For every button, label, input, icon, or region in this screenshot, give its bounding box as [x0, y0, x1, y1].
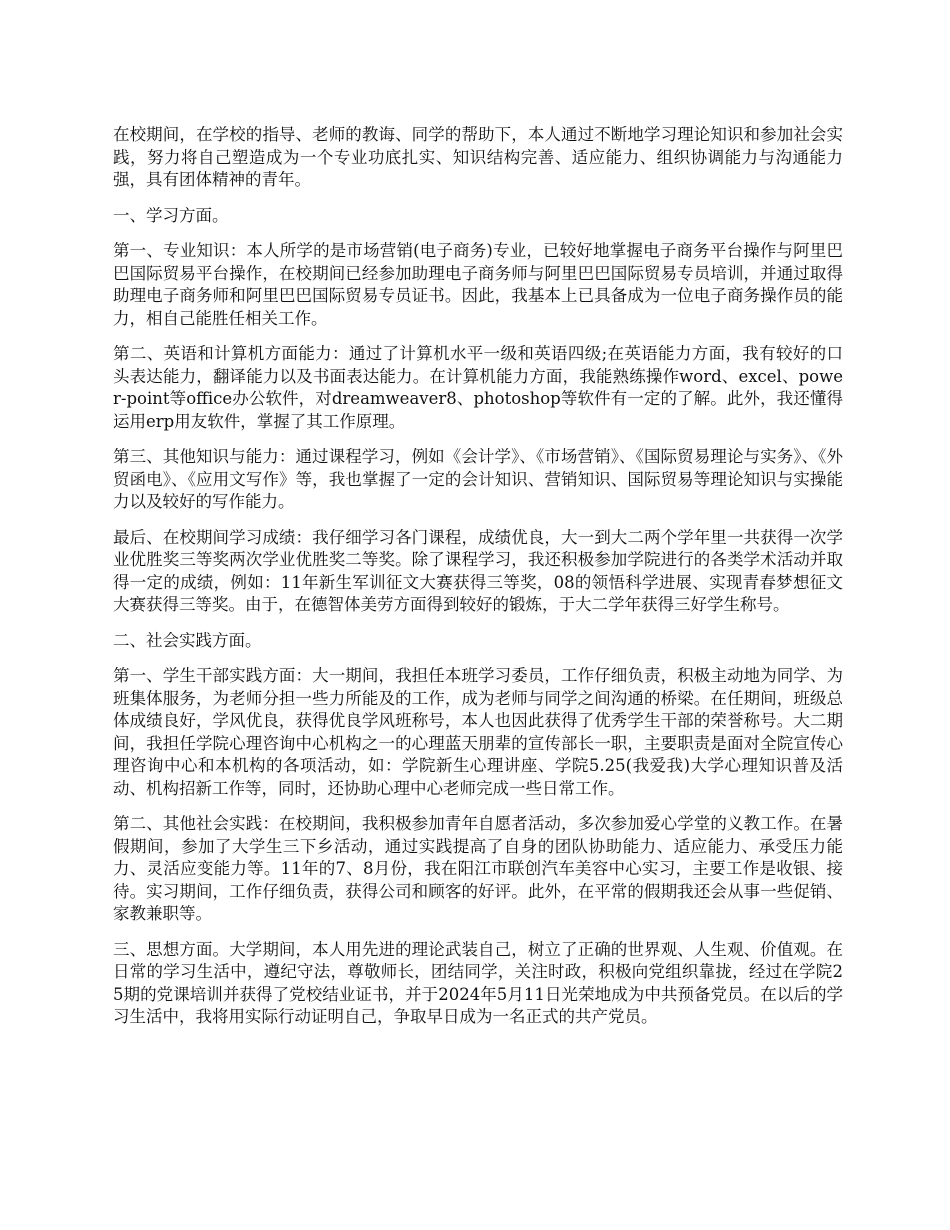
- section-heading-practice: 二、社会实践方面。: [113, 630, 262, 650]
- other-knowledge-paragraph: 第三、其他知识与能力：通过课程学习，例如《会计学》、《市场营销》、《国际贸易理论与实务》、《外贸函电》、《应用文写作》等，我也掌握了一定的会计知识、营销知识、国际贸易等理论知识与实操能力以及较好的写作能力。: [113, 447, 843, 511]
- document-body: [113, 124, 843, 1042]
- social-practice-paragraph: 第二、其他社会实践：在校期间，我积极参加青年自愿者活动，多次参加爱心学堂的义教工作。在暑假期间，参加了大学生三下乡活动，通过实践提高了自身的团队协助能力、适应能力、承受压力能力、灵活应变能力等。11年的7、8月份，我在阳江市联创汽车美容中心实习，主要工作是收银、接待。实习期间，工作仔细负责，获得公司和顾客的好评。此外，在平常的假期我还会从事一些促销、家教兼职等。: [113, 814, 843, 923]
- section-heading-study: 一、学习方面。: [113, 205, 229, 225]
- ideology-paragraph: 三、思想方面。大学期间，本人用先进的理论武装自己，树立了正确的世界观、人生观、价值观。在日常的学习生活中，遵纪守法，尊敬师长，团结同学，关注时政，积极向党组织靠拢，经过在学院25期的党课培训并获得了党校结业证书，并于2024年5月11日光荣地成为中共预备党员。在以后的学习生活中，我将用实际行动证明自己，争取早日成为一名正式的共产党员。: [113, 939, 843, 1026]
- english-computer-paragraph: 第二、英语和计算机方面能力：通过了计算机水平一级和英语四级;在英语能力方面，我有较好的口头表达能力，翻译能力以及书面表达能力。在计算机能力方面，我能熟练操作word、excel、power-point等office办公软件，对dreamweaver8、photoshop等软件有一定的了解。此外，我还懂得运用erp用友软件，掌握了其工作原理。: [113, 344, 843, 431]
- professional-knowledge-paragraph: 第一、专业知识：本人所学的是市场营销(电子商务)专业，已较好地掌握电子商务平台操作与阿里巴巴国际贸易平台操作，在校期间已经参加助理电子商务师与阿里巴巴国际贸易专员培训，并通过取得助理电子商务师和阿里巴巴国际贸易专员证书。因此，我基本上已具备成为一位电子商务操作员的能力，相自己能胜任相关工作。: [113, 241, 843, 328]
- study-results-paragraph: 最后、在校期间学习成绩：我仔细学习各门课程，成绩优良，大一到大二两个学年里一共获得一次学业优胜奖三等奖两次学业优胜奖二等奖。除了课程学习，我还积极参加学院进行的各类学术活动并取得一定的成绩，例如：11年新生军训征文大赛获得三等奖，08的领悟科学进展、实现青春梦想征文大赛获得三等奖。由于，在德智体美劳方面得到较好的锻炼，于大二学年获得三好学生称号。: [113, 527, 843, 614]
- intro-paragraph: 在校期间，在学校的指导、老师的教诲、同学的帮助下，本人通过不断地学习理论知识和参加社会实践，努力将自己塑造成为一个专业功底扎实、知识结构完善、适应能力、组织协调能力与沟通能力强，具有团体精神的青年。: [113, 125, 843, 189]
- student-cadre-paragraph: 第一、学生干部实践方面：大一期间，我担任本班学习委员，工作仔细负责，积极主动地为同学、为班集体服务，为老师分担一些力所能及的工作，成为老师与同学之间沟通的桥梁。在任期间，班级总体成绩良好，学风优良，获得优良学风班称号，本人也因此获得了优秀学生干部的荣誉称号。大二期间，我担任学院心理咨询中心机构之一的心理蓝天朋辈的宣传部长一职，主要职责是面对全院宣传心理咨询中心和本机构的各项活动，如：学院新生心理讲座、学院5.25(我爱我)大学心理知识普及活动、机构招新工作等，同时，还协助心理中心老师完成一些日常工作。: [113, 666, 843, 798]
